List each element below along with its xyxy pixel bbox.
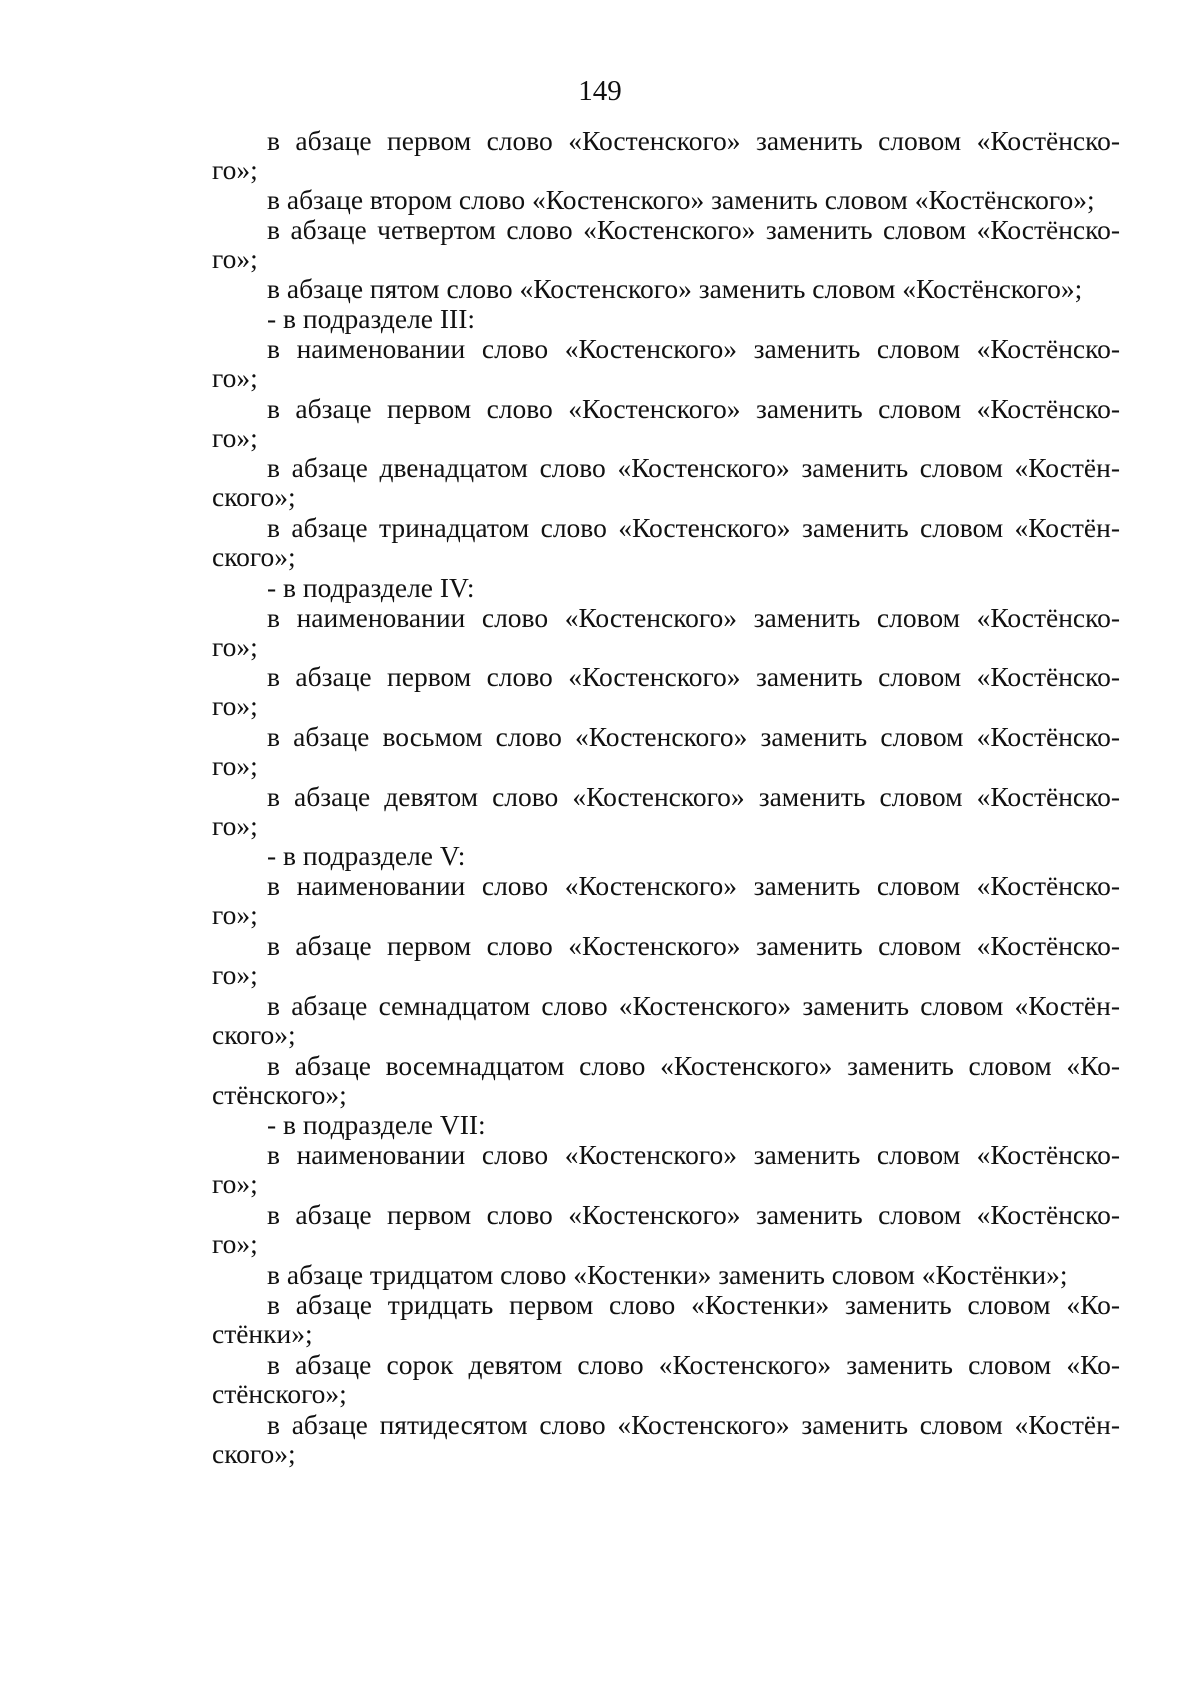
paragraph-6-line-1: в наименовании слово «Костенского» заменить словом «Костёнско- <box>267 333 1120 364</box>
paragraph-18-line-2: ского»; <box>212 1019 296 1050</box>
paragraph-21-line-2: го»; <box>212 1168 258 1199</box>
paragraph-8-line-2: ского»; <box>212 481 296 512</box>
paragraph-7-line-2: го»; <box>212 422 258 453</box>
paragraph-25-line-1: в абзаце сорок девятом слово «Костенского» заменить словом «Ко- <box>267 1349 1120 1380</box>
paragraph-3-line-1: в абзаце четвертом слово «Костенского» заменить словом «Костёнско- <box>267 214 1120 245</box>
paragraph-11-line-2: го»; <box>212 631 258 662</box>
subsection-heading-v: - в подразделе V: <box>267 840 466 871</box>
paragraph-9-line-2: ского»; <box>212 541 296 572</box>
paragraph-18-line-1: в абзаце семнадцатом слово «Костенского» заменить словом «Костён- <box>267 990 1120 1021</box>
paragraph-22-line-1: в абзаце первом слово «Костенского» заменить словом «Костёнско- <box>267 1199 1120 1230</box>
paragraph-9-line-1: в абзаце тринадцатом слово «Костенского» заменить словом «Костён- <box>267 512 1120 543</box>
paragraph-16-line-2: го»; <box>212 899 258 930</box>
paragraph-12-line-1: в абзаце первом слово «Костенского» заменить словом «Костёнско- <box>267 661 1120 692</box>
paragraph-19-line-1: в абзаце восемнадцатом слово «Костенского» заменить словом «Ко- <box>267 1050 1120 1081</box>
paragraph-26-line-2: ского»; <box>212 1438 296 1469</box>
paragraph-1-line-2: го»; <box>212 154 258 185</box>
paragraph-17-line-1: в абзаце первом слово «Костенского» заменить словом «Костёнско- <box>267 930 1120 961</box>
paragraph-19-line-2: стёнского»; <box>212 1079 347 1110</box>
subsection-heading-iii: - в подразделе III: <box>267 303 475 334</box>
paragraph-13-line-2: го»; <box>212 750 258 781</box>
paragraph-2-line-1: в абзаце втором слово «Костенского» заменить словом «Костёнского»; <box>267 184 1095 215</box>
paragraph-12-line-2: го»; <box>212 690 258 721</box>
paragraph-14-line-1: в абзаце девятом слово «Костенского» заменить словом «Костёнско- <box>267 781 1120 812</box>
subsection-heading-vii: - в подразделе VII: <box>267 1109 486 1140</box>
paragraph-13-line-1: в абзаце восьмом слово «Костенского» заменить словом «Костёнско- <box>267 721 1120 752</box>
paragraph-22-line-2: го»; <box>212 1228 258 1259</box>
paragraph-24-line-2: стёнки»; <box>212 1318 313 1349</box>
paragraph-16-line-1: в наименовании слово «Костенского» заменить словом «Костёнско- <box>267 870 1120 901</box>
paragraph-8-line-1: в абзаце двенадцатом слово «Костенского» заменить словом «Костён- <box>267 452 1120 483</box>
paragraph-25-line-2: стёнского»; <box>212 1378 347 1409</box>
paragraph-23-line-1: в абзаце тридцатом слово «Костенки» заменить словом «Костёнки»; <box>267 1259 1068 1290</box>
paragraph-7-line-1: в абзаце первом слово «Костенского» заменить словом «Костёнско- <box>267 393 1120 424</box>
paragraph-6-line-2: го»; <box>212 362 258 393</box>
paragraph-26-line-1: в абзаце пятидесятом слово «Костенского» заменить словом «Костён- <box>267 1409 1120 1440</box>
paragraph-17-line-2: го»; <box>212 959 258 990</box>
paragraph-24-line-1: в абзаце тридцать первом слово «Костенки» заменить словом «Ко- <box>267 1289 1120 1320</box>
paragraph-14-line-2: го»; <box>212 810 258 841</box>
paragraph-4-line-1: в абзаце пятом слово «Костенского» заменить словом «Костёнского»; <box>267 273 1083 304</box>
paragraph-3-line-2: го»; <box>212 243 258 274</box>
paragraph-1-line-1: в абзаце первом слово «Костенского» заменить словом «Костёнско- <box>267 125 1120 156</box>
subsection-heading-iv: - в подразделе IV: <box>267 572 475 603</box>
paragraph-21-line-1: в наименовании слово «Костенского» заменить словом «Костёнско- <box>267 1139 1120 1170</box>
paragraph-11-line-1: в наименовании слово «Костенского» заменить словом «Костёнско- <box>267 602 1120 633</box>
page-number: 149 <box>578 75 622 107</box>
